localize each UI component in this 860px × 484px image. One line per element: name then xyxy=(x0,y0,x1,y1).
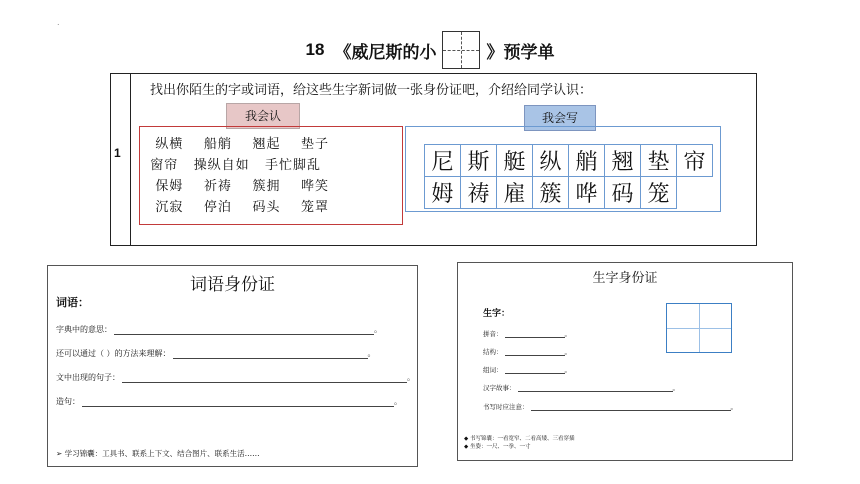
char-cell: 笼 xyxy=(640,176,677,209)
char-cell: 簇 xyxy=(532,176,569,209)
pinyin-field: 拼音： 。 xyxy=(483,330,571,338)
instruction-text: 找出你陌生的字或词语，给这些生字新词做一张身份证吧，介绍给同学认识： xyxy=(150,83,593,98)
recognize-line: 保姆 祈祷 簇拥 哗笑 xyxy=(140,179,329,194)
title-fill-box xyxy=(442,31,480,69)
corner-mark: . xyxy=(57,18,60,27)
write-box xyxy=(405,126,721,212)
writing-tip: ◆ 书写锦囊：一看宽窄、二看高矮、三看穿插 xyxy=(464,436,575,442)
char-cell: 尼 xyxy=(424,144,461,177)
char-cell: 垫 xyxy=(640,144,677,177)
char-cell: 哗 xyxy=(568,176,605,209)
row-number: 1 xyxy=(114,146,121,160)
study-tip: ➢ 学习锦囊：工具书、联系上下文、结合图片、联系生活…… xyxy=(56,449,260,458)
char-card-tips xyxy=(464,435,574,451)
char-story-field: 汉字故事： 。 xyxy=(483,384,679,392)
recognize-box xyxy=(139,126,403,225)
recognize-line: 纵横 船艄 翘起 垫子 xyxy=(140,137,329,152)
char-cell: 艇 xyxy=(496,144,533,177)
word-card-label: 词语： xyxy=(56,296,89,309)
char-id-card xyxy=(457,262,793,461)
posture-tip: ◆ 坐姿：一尺、一拳、一寸 xyxy=(464,444,531,450)
title-suffix: 》预学单 xyxy=(486,42,555,63)
char-cell xyxy=(676,176,713,209)
structure-field: 结构： 。 xyxy=(483,348,571,356)
recognize-label: 我会认 xyxy=(226,103,300,129)
meaning-field: 字典中的意思： 。 xyxy=(56,325,382,334)
sentence-field: 文中出现的句子： 。 xyxy=(56,373,415,382)
char-cell: 斯 xyxy=(460,144,497,177)
page-title xyxy=(0,30,860,70)
char-cell: 雇 xyxy=(496,176,533,209)
char-cell: 翘 xyxy=(604,144,641,177)
char-cell: 码 xyxy=(604,176,641,209)
word-id-card xyxy=(47,265,418,467)
recognize-line: 窗帘 操纵自如 手忙脚乱 xyxy=(140,158,322,173)
table-divider xyxy=(130,74,131,245)
writing-notes-field: 书写时应注意： 。 xyxy=(483,403,737,411)
char-card-label: 生字： xyxy=(483,309,511,319)
method-field: 还可以通过（ ）的方法来理解： 。 xyxy=(56,349,376,358)
char-cell: 艄 xyxy=(568,144,605,177)
word-card-title: 词语身份证 xyxy=(190,275,275,295)
char-cell: 姆 xyxy=(424,176,461,209)
char-practice-box xyxy=(666,303,732,353)
write-label: 我会写 xyxy=(524,105,596,131)
make-sentence-field: 造句： 。 xyxy=(56,397,402,406)
char-cell: 帘 xyxy=(676,144,713,177)
word-group-field: 组词： 。 xyxy=(483,366,571,374)
title-prefix: 《威尼斯的小 xyxy=(334,42,437,63)
char-cell: 祷 xyxy=(460,176,497,209)
char-cell: 纵 xyxy=(532,144,569,177)
recognize-line: 沉寂 停泊 码头 笼罩 xyxy=(140,200,329,215)
char-card-title: 生字身份证 xyxy=(592,271,658,286)
lesson-number: 18 xyxy=(305,40,325,59)
